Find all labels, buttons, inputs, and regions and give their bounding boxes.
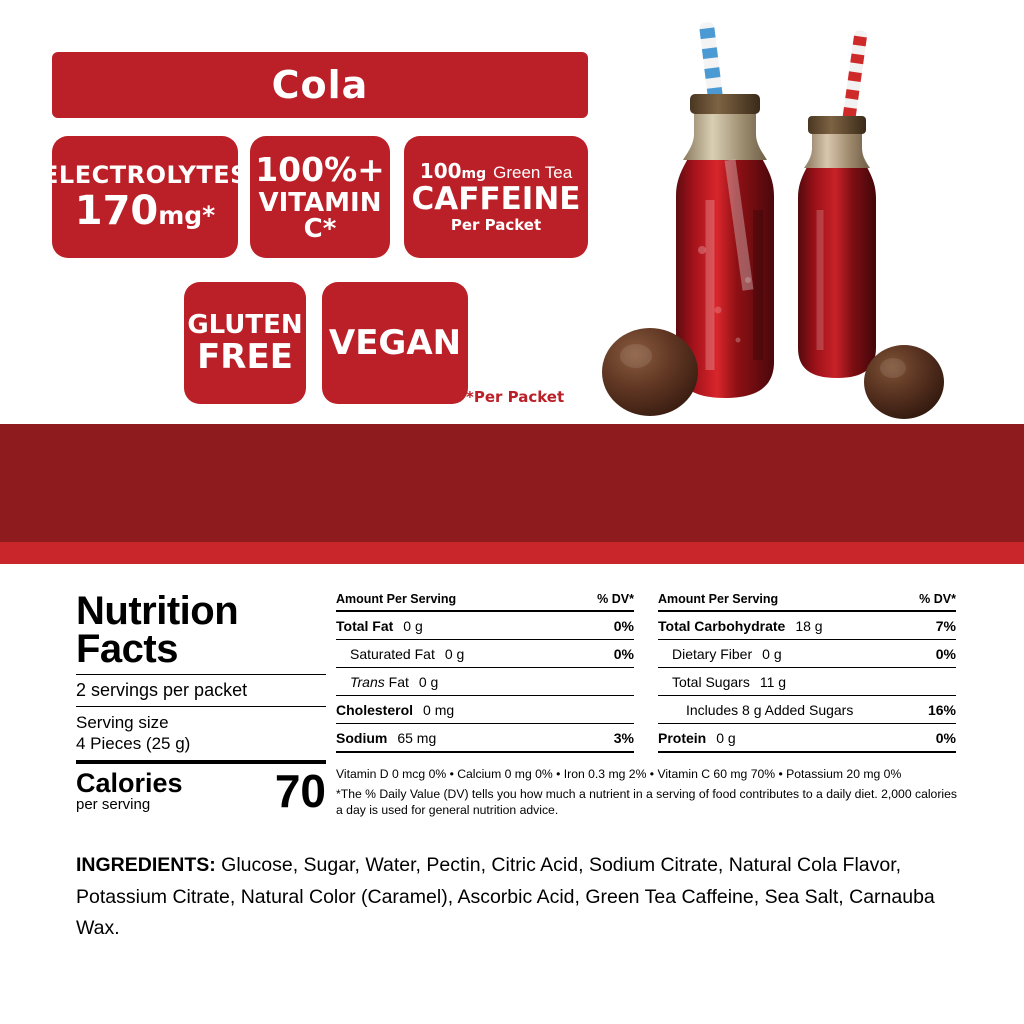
divider-under-servings [76,706,326,707]
badge-electrolytes-amount [74,188,216,234]
micronutrients-line: Vitamin D 0 mcg 0% • Calcium 0 mg 0% • Iron 0.3 mg 2% • Vitamin C 60 mg 70% • Potassium 20 mg 0% [336,767,902,781]
badge-gluten-free-line2: FREE [197,337,293,377]
bottle-front [676,21,774,398]
table-row [336,668,634,695]
badge-electrolytes-value: 170 [74,188,159,234]
nutrient-amount: 0 g [403,618,423,634]
nutrient-name-suffix: Fat [384,674,409,690]
per-packet-note: *Per Packet [466,388,565,406]
column-left-dv-header: % DV* [597,592,634,606]
calories-sub-label: per serving [76,796,151,814]
badge-electrolytes [42,136,248,258]
calories-value: 70 [274,764,326,817]
nutrient-name: Includes 8 g Added Sugars [686,702,854,718]
badge-electrolytes-label: ELECTROLYTES [42,161,248,189]
daily-value-footnote: *The % Daily Value (DV) tells you how much a nutrient in a serving of food contributes to a daily diet. 2,000 calories a day is used for general nutrition advice. [336,787,957,818]
table-row [336,640,634,667]
nutrient-column-left [336,592,634,753]
badge-vitamin-c-percent: 100%+ [255,149,385,189]
nutrient-dv: 16% [927,702,956,718]
badge-vitamin-c [250,136,390,258]
nutrition-facts-header [76,589,326,817]
column-right-dv-header: % DV* [919,592,956,606]
table-row [658,724,956,751]
nutrient-name: Sodium [336,730,388,746]
servings-per-container: 2 servings per packet [76,679,248,700]
divider [336,751,634,753]
nutrient-amount: 0 g [444,646,465,662]
nutrient-dv: 0% [935,730,956,746]
serving-size-label: Serving size [76,712,169,732]
badge-electrolytes-unit: mg* [158,201,216,230]
badge-gluten-free [184,282,306,404]
badge-caffeine [404,136,588,258]
table-row [336,612,634,639]
badge-caffeine-amount: 100 [419,159,462,183]
badge-vitamin-c-label: VITAMIN C* [258,187,382,244]
nutrition-facts-title-line1: Nutrition [76,589,239,633]
divider [658,751,956,753]
table-row [658,668,956,695]
divider-under-title [76,674,326,675]
bottle-back [798,30,876,378]
ingredients-block [76,850,976,945]
divider-above-calories [76,760,326,764]
table-row [658,696,956,723]
nutrition-facts-title-line2: Facts [76,627,178,672]
brand-stripe-bright [0,542,1024,564]
ingredients-text: Glucose, Sugar, Water, Pectin, Citric Acid, Sodium Citrate, Natural Cola Flavor, Potassium Citrate, Natural Color (Caramel), Ascorbic Acid, Green Tea Caffeine, Sea Salt, Carnauba Wax. [76,854,935,940]
nutrient-amount: 0 g [716,730,736,746]
nutrient-amount: 0 g [418,674,439,690]
table-row [336,696,634,723]
nutrient-name: Total Sugars [672,674,750,690]
nutrition-facts-panel [0,570,1024,1024]
nutrient-amount: 65 mg [397,730,437,746]
table-row [658,612,956,639]
column-right-amount-header: Amount Per Serving [658,592,779,606]
badge-vegan [322,282,468,404]
nutrient-name: Trans [350,674,385,690]
badge-caffeine-name: CAFFEINE [411,181,581,217]
badge-vegan-label: VEGAN [328,323,462,363]
top-panel [0,0,1024,424]
nutrient-amount [853,702,928,718]
column-left-amount-header: Amount Per Serving [336,592,457,606]
nutrient-name: Cholesterol [336,702,414,718]
nutrient-dv: 7% [935,618,956,634]
nutrient-name: Saturated Fat [350,646,435,662]
flavor-title-bar [52,52,588,118]
nutrient-name: Dietary Fiber [672,646,753,662]
badge-caffeine-amount-line [420,161,572,181]
nutrient-dv: 0% [613,646,634,662]
nutrient-amount: 18 g [795,618,823,634]
serving-size-value: 4 Pieces (25 g) [76,733,191,753]
ingredients-label: INGREDIENTS: [76,854,216,876]
table-row [336,724,634,751]
badge-caffeine-sub: Per Packet [450,216,542,234]
calories-label: Calories [76,768,183,799]
nutrient-dv: 0% [935,646,956,662]
nutrient-column-right [658,592,956,753]
nutrient-dv: 3% [613,730,634,746]
cola-bottles-illustration [598,10,1018,440]
nutrient-name: Protein [658,730,707,746]
brand-stripe-dark [0,424,1024,542]
nutrient-name: Total Carbohydrate [658,618,786,634]
nutrient-amount: 0 g [762,646,782,662]
badge-caffeine-unit: mg [461,166,487,182]
nutrient-amount: 0 mg [423,702,455,718]
nutrient-amount: 11 g [759,674,787,690]
badge-gluten-free-line1: GLUTEN [187,310,303,340]
badge-caffeine-source: Green Tea [493,163,573,182]
nutrient-name: Total Fat [336,618,394,634]
nutrient-dv: 0% [613,618,634,634]
flavor-title: Cola [271,63,369,107]
table-row [658,640,956,667]
